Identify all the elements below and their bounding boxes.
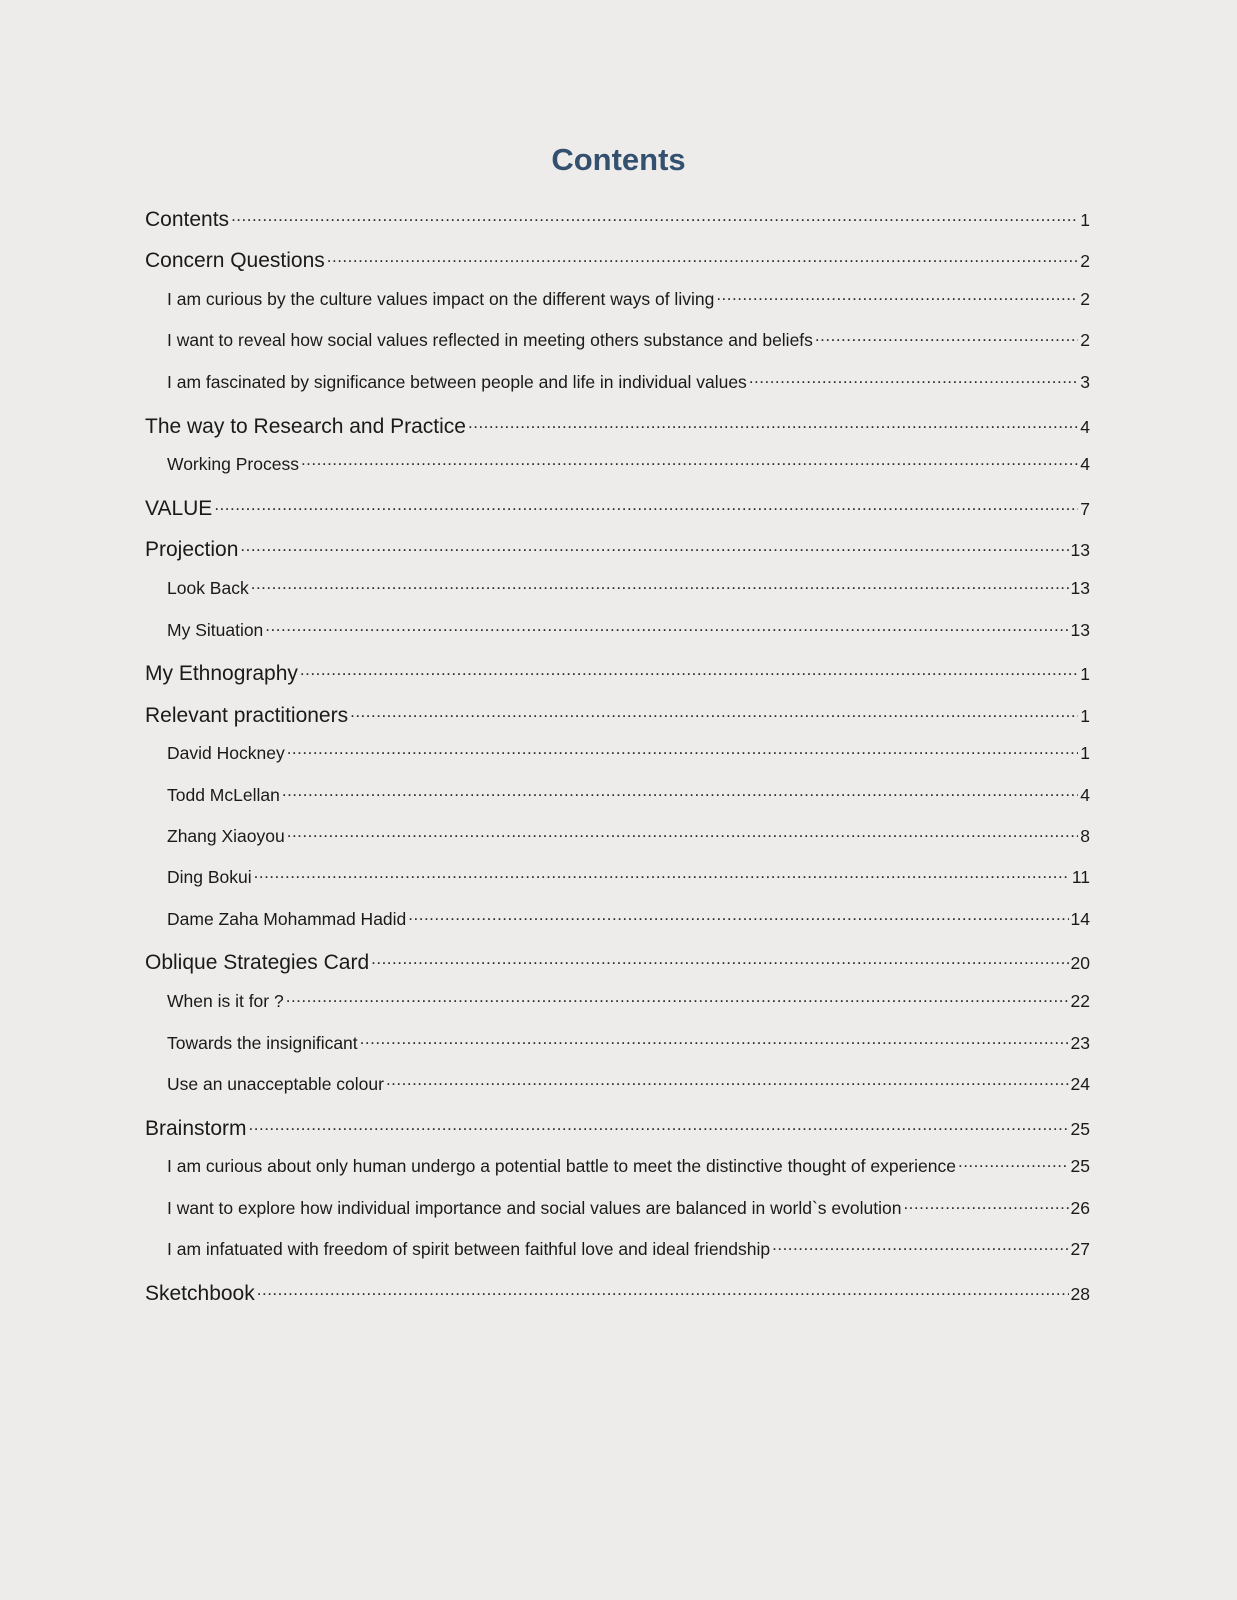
toc-entry-label: My Situation — [167, 619, 264, 640]
toc-entry[interactable] — [167, 453, 1090, 483]
page-title: Contents — [551, 142, 686, 177]
toc-entry[interactable] — [167, 1238, 1090, 1268]
toc-entry-label: I am curious about only human undergo a potential battle to meet the distinctive thought of experience — [167, 1156, 956, 1177]
dot-leader — [214, 494, 1078, 515]
toc-entry-page-number: 11 — [1071, 867, 1090, 888]
dot-leader — [408, 907, 1068, 925]
toc-entry[interactable] — [145, 412, 1090, 442]
toc-entry[interactable] — [167, 866, 1090, 896]
toc-entry-label: VALUE — [145, 497, 213, 521]
toc-entry-page-number: 4 — [1080, 784, 1090, 805]
toc-entry[interactable] — [167, 825, 1090, 855]
dot-leader — [716, 288, 1078, 306]
toc-entry[interactable] — [167, 742, 1090, 772]
dot-leader — [360, 1031, 1069, 1049]
toc-entry-page-number: 1 — [1080, 664, 1090, 685]
dot-leader — [249, 1114, 1069, 1135]
toc-entry-label: Oblique Strategies Card — [145, 951, 370, 975]
dot-leader — [287, 742, 1079, 760]
toc-entry-label: Todd McLellan — [167, 784, 280, 805]
toc-entry-label: David Hockney — [167, 743, 285, 764]
toc-entry[interactable] — [145, 948, 1090, 978]
toc-entry-page-number: 7 — [1080, 499, 1090, 520]
toc-entry-page-number: 22 — [1070, 991, 1090, 1012]
toc-entry[interactable] — [145, 494, 1090, 524]
toc-entry-page-number: 1 — [1080, 743, 1090, 764]
dot-leader — [903, 1196, 1068, 1214]
dot-leader — [749, 370, 1078, 388]
toc-entry-label: When is it for ? — [167, 991, 284, 1012]
dot-leader — [386, 1072, 1069, 1090]
toc-entry-page-number: 2 — [1080, 251, 1090, 272]
toc-entry-label: Ding Bokui — [167, 867, 252, 888]
toc-entry-page-number: 26 — [1070, 1197, 1090, 1218]
toc-entry-label: Towards the insignificant — [167, 1032, 358, 1053]
toc-entry-label: Contents — [145, 208, 230, 231]
toc-entry-page-number: 14 — [1070, 908, 1090, 929]
toc-entry-page-number: 13 — [1070, 578, 1090, 599]
toc-entry-label: Brainstorm — [145, 1116, 247, 1140]
toc-entry-page-number: 27 — [1070, 1239, 1090, 1259]
toc-entry-page-number: 1 — [1080, 705, 1090, 726]
toc-entry-label: Use an unacceptable colour — [167, 1073, 384, 1094]
toc-entry-label: I am infatuated with freedom of spirit between faithful love and ideal friendship — [167, 1239, 771, 1259]
toc-entry-label: Concern Questions — [145, 249, 325, 273]
toc-entry-label: Look Back — [167, 578, 249, 599]
toc-entry[interactable] — [167, 618, 1090, 648]
toc-entry[interactable] — [167, 288, 1090, 318]
toc-entry[interactable] — [167, 370, 1090, 400]
toc-entry-page-number: 2 — [1080, 289, 1090, 310]
toc-entry-label: My Ethnography — [145, 662, 298, 686]
toc-entry-page-number: 13 — [1070, 540, 1090, 561]
toc-entry[interactable] — [145, 246, 1090, 276]
toc-entry[interactable] — [167, 1031, 1090, 1061]
dot-leader — [282, 783, 1078, 801]
toc-entry-page-number: 24 — [1070, 1073, 1090, 1094]
toc-entry-page-number: 25 — [1070, 1118, 1090, 1139]
toc-entry-label: Relevant practitioners — [145, 703, 349, 727]
toc-entry[interactable] — [167, 577, 1090, 607]
toc-entry-page-number: 28 — [1070, 1283, 1090, 1304]
dot-leader — [371, 948, 1068, 969]
toc-entry-label: Sketchbook — [145, 1281, 255, 1305]
toc-entry-page-number: 20 — [1070, 953, 1090, 974]
dot-leader — [240, 535, 1068, 556]
dot-leader — [815, 329, 1078, 347]
dot-leader — [257, 1279, 1069, 1300]
dot-leader — [265, 618, 1068, 636]
toc-entry-page-number: 25 — [1070, 1156, 1090, 1177]
toc-entry-label: I want to explore how individual importance and social values are balanced in world`s evolution — [167, 1197, 902, 1218]
toc-entry-label: The way to Research and Practice — [145, 414, 466, 438]
dot-leader — [350, 701, 1078, 722]
toc-entry[interactable] — [145, 535, 1090, 565]
dot-leader — [286, 990, 1069, 1008]
dot-leader — [300, 659, 1078, 680]
toc-entry[interactable] — [145, 1279, 1090, 1309]
toc-entry-page-number: 8 — [1080, 826, 1090, 846]
dot-leader — [251, 577, 1069, 595]
toc-entry[interactable] — [167, 1196, 1090, 1226]
toc-entry-page-number: 13 — [1070, 619, 1090, 640]
dot-leader — [958, 1155, 1069, 1173]
toc-entry-page-number: 2 — [1080, 330, 1090, 351]
dot-leader — [468, 412, 1078, 433]
toc-entry[interactable] — [145, 205, 1090, 235]
toc-entry-label: Zhang Xiaoyou — [167, 826, 285, 846]
dot-leader — [772, 1238, 1068, 1256]
toc-entry-page-number: 23 — [1070, 1032, 1090, 1053]
toc-entry-label: Projection — [145, 538, 239, 562]
toc-entry-label: I want to reveal how social values reflected in meeting others substance and beliefs — [167, 330, 813, 351]
toc-entry[interactable] — [145, 659, 1090, 689]
toc-entry[interactable] — [167, 990, 1090, 1020]
toc-entry[interactable] — [167, 783, 1090, 813]
toc-entry-page-number: 4 — [1080, 454, 1090, 475]
toc-entry-page-number: 4 — [1080, 416, 1090, 437]
toc-entry[interactable] — [145, 1114, 1090, 1144]
dot-leader — [254, 866, 1070, 884]
toc-entry[interactable] — [167, 329, 1090, 359]
toc-entry[interactable] — [167, 1072, 1090, 1102]
dot-leader — [287, 825, 1079, 843]
toc-entry[interactable] — [167, 907, 1090, 937]
toc-entry-label: I am curious by the culture values impact on the different ways of living — [167, 289, 715, 310]
toc-entry-label: Working Process — [167, 454, 299, 475]
toc-entry[interactable] — [145, 701, 1090, 731]
toc-entry-page-number: 1 — [1080, 210, 1090, 230]
toc-entry[interactable] — [167, 1155, 1090, 1185]
dot-leader — [231, 205, 1078, 226]
dot-leader — [327, 246, 1079, 267]
toc-entry-label: I am fascinated by significance between people and life in individual values — [167, 371, 747, 392]
toc-entry-page-number: 3 — [1080, 371, 1090, 392]
toc-entry-label: Dame Zaha Mohammad Hadid — [167, 908, 407, 929]
dot-leader — [301, 453, 1078, 471]
